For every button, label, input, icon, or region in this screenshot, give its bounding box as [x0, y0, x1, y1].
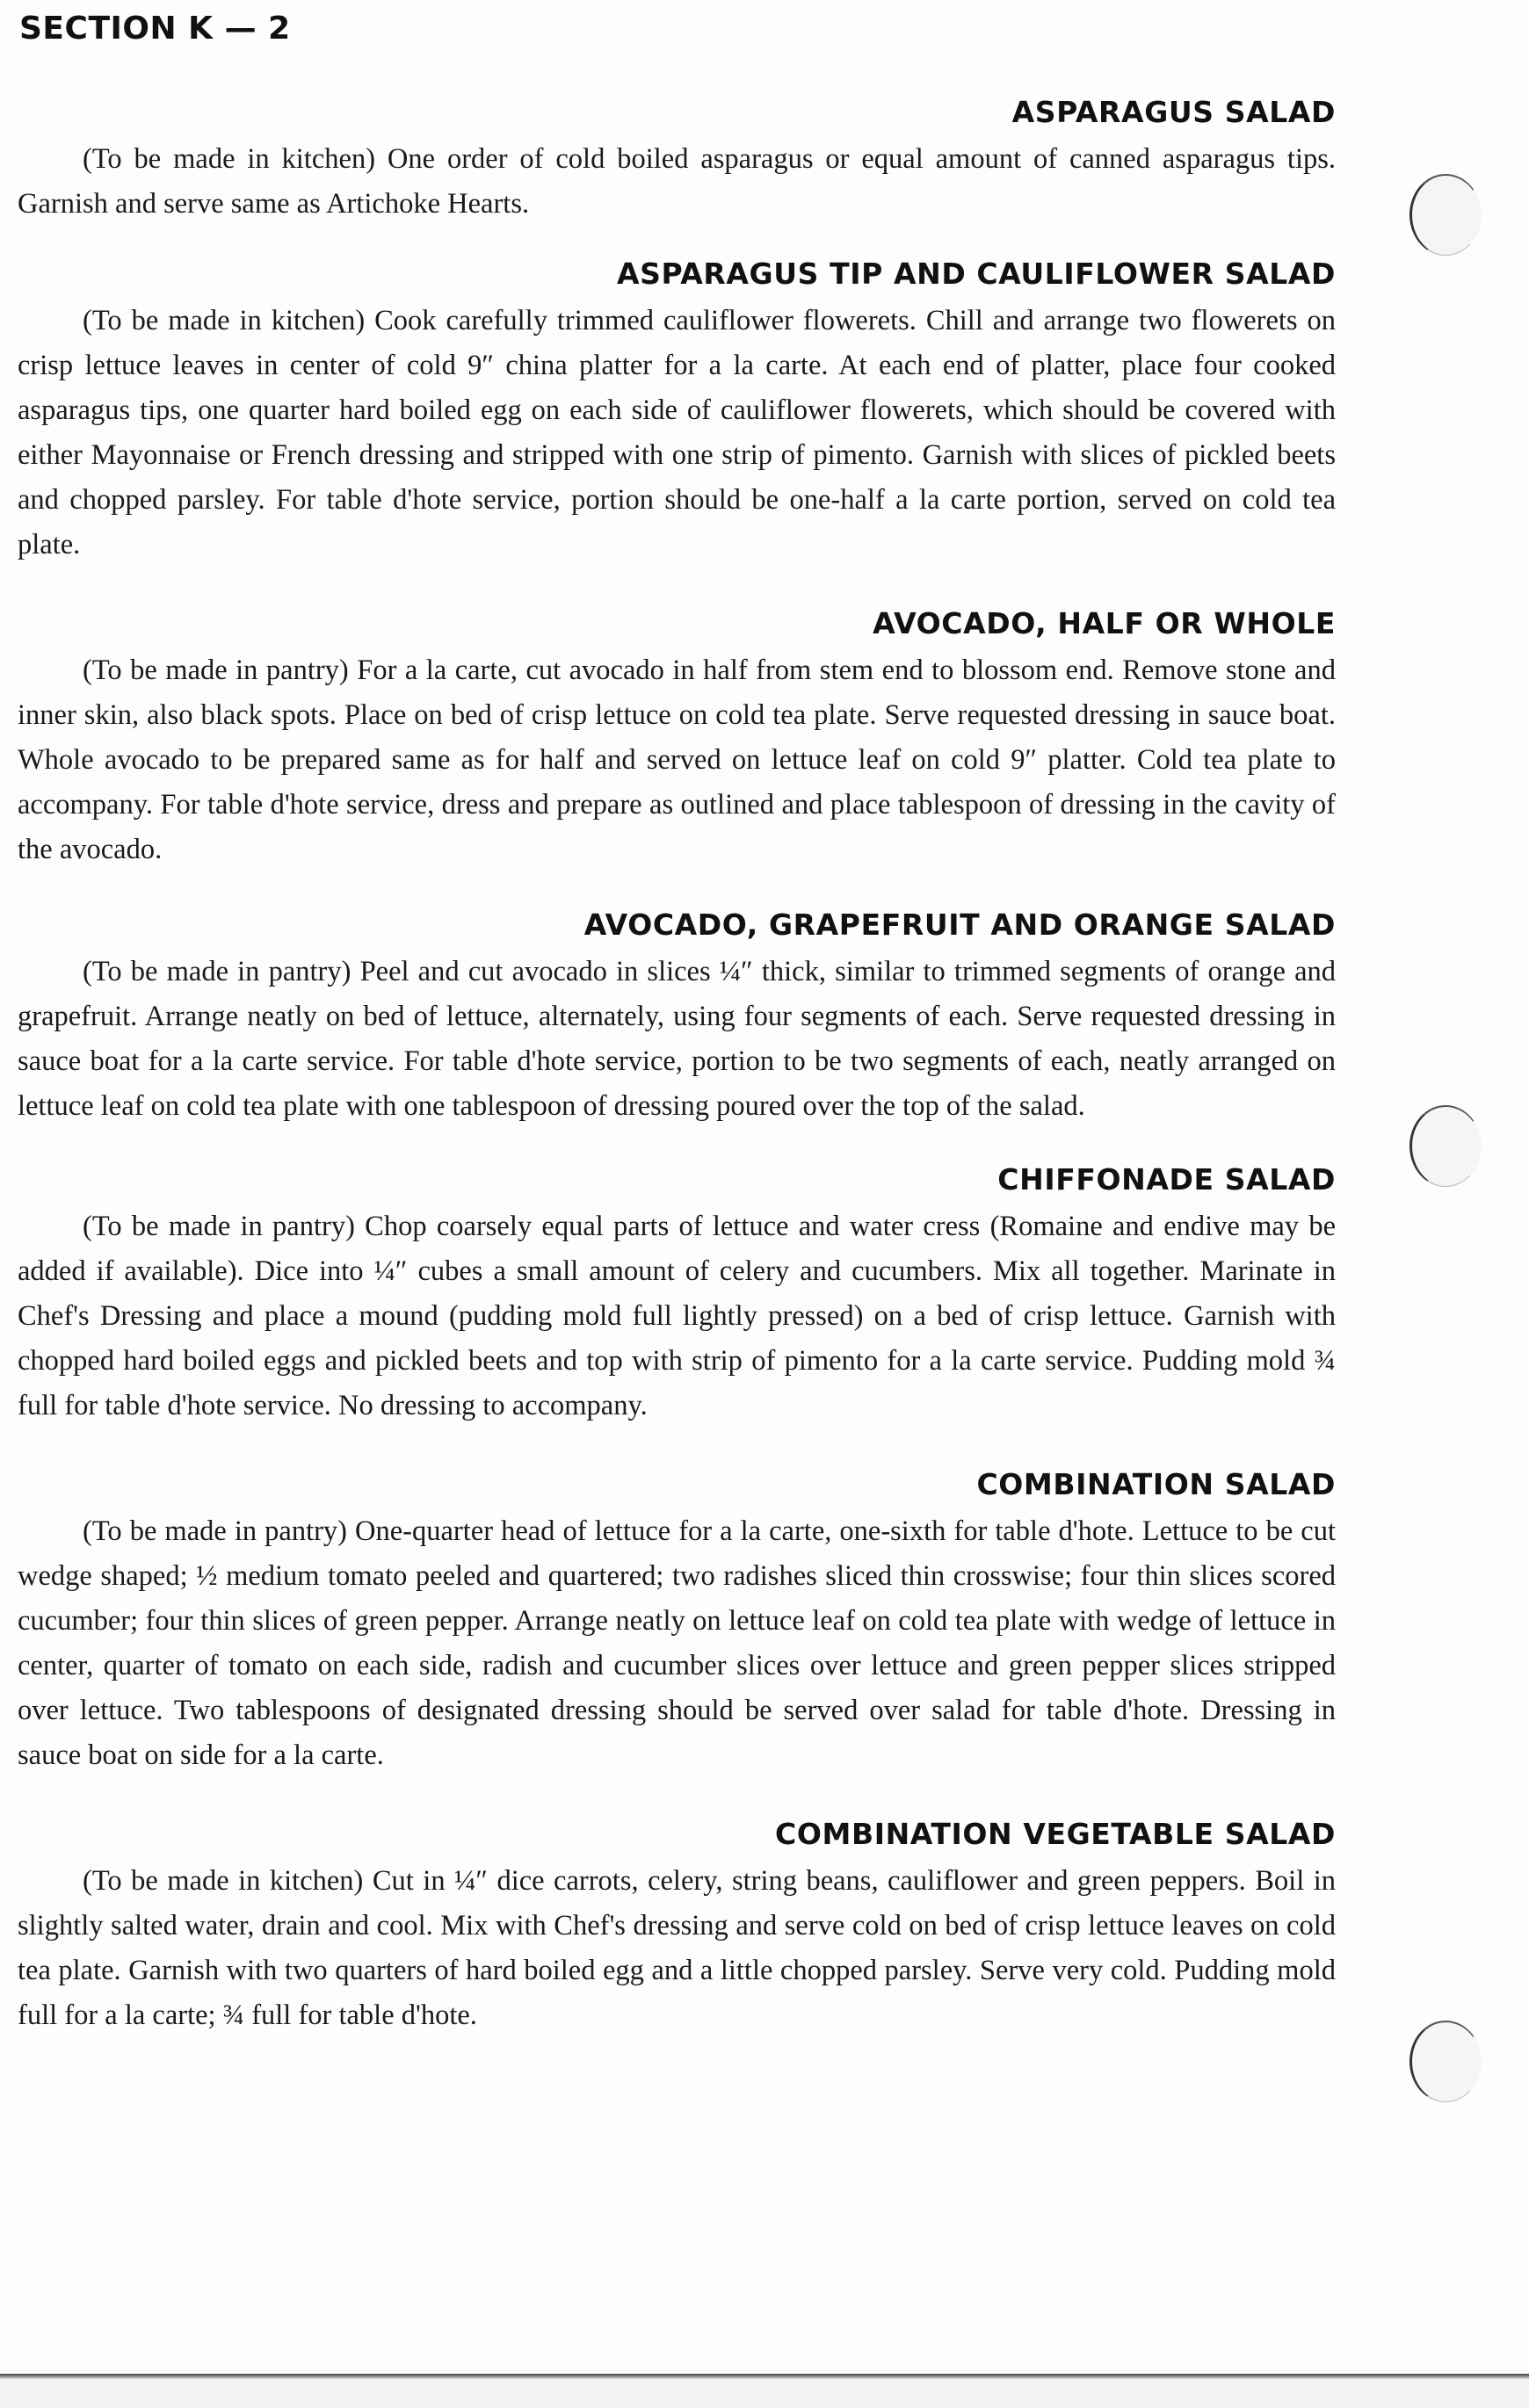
entry-body: (To be made in kitchen) Cook carefully trimmed cauliflower flowerets. Chill and arrange two flowerets on crisp lettuce leaves in center of cold 9″ china platter for a la carte. At each end of platter, place four cooked asparagus tips, one quarter hard boiled egg on each side of cauliflower flowerets, which should be covered with either Mayonnaise or French dressing and stripped with one strip of pimento. Garnish with slices of pickled beets and chopped parsley. For table d'hote service, portion should be one-half a la carte portion, served on cold tea plate. — [18, 305, 1336, 560]
entry-asparagus-tip-cauliflower-salad — [18, 253, 1336, 568]
page-bottom-shadow — [0, 2379, 1529, 2408]
entry-body: (To be made in pantry) One-quarter head of lettuce for a la carte, one-sixth for table d'hote. Lettuce to be cut wedge shaped; ½ medium tomato peeled and quartered; two radishes sliced thin crosswise; four thin slices scored cucumber; four thin slices of green pepper. Arrange neatly on lettuce leaf on cold tea plate with wedge of lettuce in center, quarter of tomato on each side, radish and cucumber slices over lettuce and green pepper slices stripped over lettuce. Two tablespoons of designated dressing should be served over salad for table d'hote. Dressing in sauce boat on side for a la carte. — [18, 1515, 1336, 1771]
section-header: SECTION K — 2 — [19, 11, 291, 47]
punch-hole — [1409, 1105, 1482, 1187]
entry-title: COMBINATION SALAD — [976, 1467, 1336, 1501]
entry-body: (To be made in pantry) For a la carte, cut avocado in half from stem end to blossom end. Remove stone and inner skin, also black spots. Place on bed of crisp lettuce on cold tea plate. Serve requested dressing in sauce boat. Whole avocado to be prepared same as for half and served on lettuce leaf on cold 9″ platter. Cold tea plate to accompany. For table d'hote service, dress and prepare as outlined and place tablespoon of dressing in the cavity of the avocado. — [18, 654, 1336, 865]
salad-entries — [18, 91, 1336, 2038]
entry-title: COMBINATION VEGETABLE SALAD — [775, 1817, 1336, 1851]
entry-body: (To be made in pantry) Chop coarsely equal parts of lettuce and water cress (Romaine and endive may be added if available). Dice into ¼″ cubes a small amount of celery and cucumbers. Mix all together. Marinate in Chef's Dressing and place a mound (pudding mold full lightly pressed) on a bed of crisp lettuce. Garnish with chopped hard boiled eggs and pickled beets and top with strip of pimento for a la carte service. Pudding mold ¾ full for table d'hote service. No dressing to accompany. — [18, 1211, 1336, 1421]
entry-combination-vegetable-salad — [18, 1813, 1336, 2038]
entry-body: (To be made in kitchen) One order of cold boiled asparagus or equal amount of canned asparagus tips. Garnish and serve same as Artichoke Hearts. — [18, 143, 1336, 220]
entry-title: AVOCADO, GRAPEFRUIT AND ORANGE SALAD — [583, 908, 1336, 942]
entry-asparagus-salad — [18, 91, 1336, 227]
entry-title: ASPARAGUS SALAD — [1011, 95, 1336, 129]
entry-body: (To be made in pantry) Peel and cut avocado in slices ¼″ thick, similar to trimmed segments of orange and grapefruit. Arrange neatly on bed of lettuce, alternately, using four segments of each. Serve requested dressing in sauce boat for a la carte service. For table d'hote service, portion to be two segments of each, neatly arranged on lettuce leaf on cold tea plate with one tablespoon of dressing poured over the top of the salad. — [18, 956, 1336, 1122]
entry-title: AVOCADO, HALF OR WHOLE — [873, 606, 1336, 640]
punch-hole — [1409, 174, 1482, 256]
entry-title: CHIFFONADE SALAD — [997, 1162, 1336, 1197]
entry-chiffonade-salad — [18, 1159, 1336, 1428]
entry-avocado-grapefruit-orange-salad — [18, 904, 1336, 1129]
punch-hole — [1409, 2021, 1482, 2102]
entry-avocado-half-or-whole — [18, 603, 1336, 872]
entry-combination-salad — [18, 1464, 1336, 1778]
entry-title: ASPARAGUS TIP AND CAULIFLOWER SALAD — [617, 257, 1336, 291]
entry-body: (To be made in kitchen) Cut in ¼″ dice carrots, celery, string beans, cauliflower and green peppers. Boil in slightly salted water, drain and cool. Mix with Chef's dressing and serve cold on bed of crisp lettuce leaves on cold tea plate. Garnish with two quarters of hard boiled egg and a little chopped parsley. Serve very cold. Pudding mold full for a la carte; ¾ full for table d'hote. — [18, 1865, 1336, 2031]
